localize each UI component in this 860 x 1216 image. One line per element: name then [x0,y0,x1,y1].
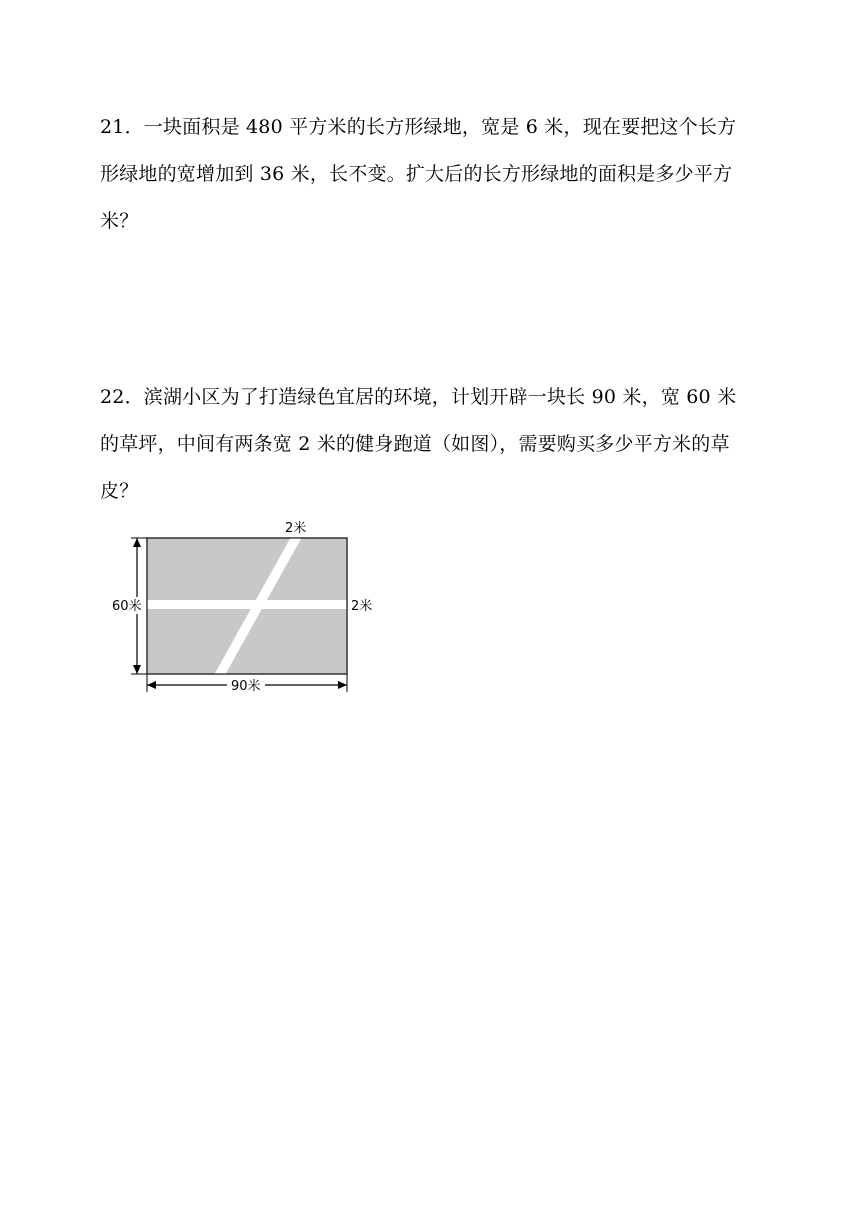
problem-22 [100,374,765,515]
top-path-width-label: 2米 [285,521,307,536]
length-label: 90米 [231,679,261,694]
problem-21-line-2: 形绿地的宽增加到 36 米，长不变。扩大后的长方形绿地的面积是多少平方 [100,163,733,185]
lawn-figure [108,517,388,702]
problem-21-line-1: 21．一块面积是 480 平方米的长方形绿地，宽是 6 米，现在要把这个长方 [100,116,737,138]
problem-21-line-3: 米？ [100,210,139,232]
problem-22-line-3: 皮？ [100,480,139,502]
height-label: 60米 [112,599,142,614]
length-arrow-right [338,681,347,689]
height-arrow-top [133,538,141,547]
problem-22-line-1: 22．滨湖小区为了打造绿色宜居的环境，计划开辟一块长 90 米，宽 60 米 [100,386,737,408]
problem-21 [100,104,765,245]
problem-22-line-2: 的草坪，中间有两条宽 2 米的健身跑道（如图），需要购买多少平方米的草 [100,433,730,455]
lawn-diagram [108,517,388,702]
length-arrow-left [147,681,156,689]
height-arrow-bottom [133,665,141,674]
right-path-width-label: 2米 [351,599,373,614]
horizontal-path [148,600,346,609]
